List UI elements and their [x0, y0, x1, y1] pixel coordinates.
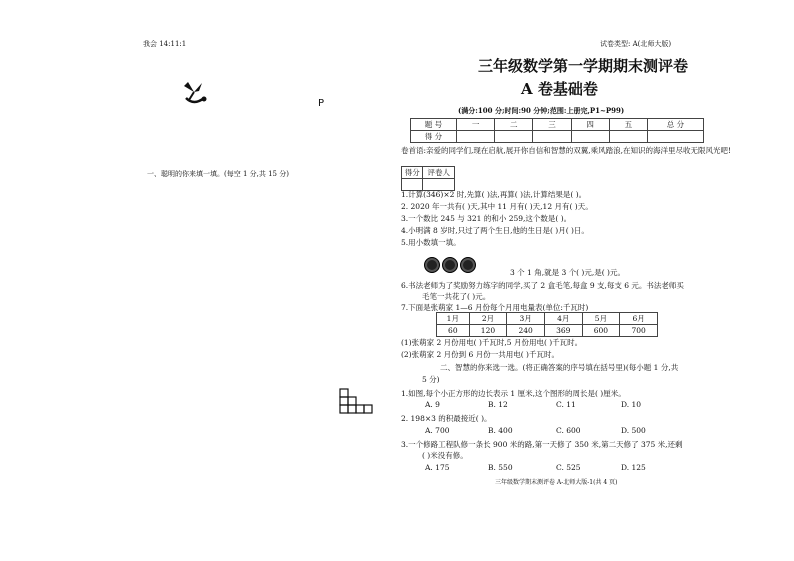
value-cell: 240 — [507, 325, 545, 337]
mc3-option-d: D. 125 — [621, 463, 646, 472]
score-cell: 题 号 — [411, 119, 457, 131]
question-7-1: (1)张萌家 2 月份用电( )千瓦时,5 月份用电( )千瓦时。 — [401, 338, 583, 347]
grader-cell: 评卷人 — [423, 167, 455, 179]
value-cell: 369 — [544, 325, 582, 337]
score-table — [410, 118, 704, 143]
grid-figure — [339, 388, 379, 414]
question-4: 4.小明满 8 岁时,只过了两个生日,他的生日是( )月( )日。 — [401, 226, 589, 235]
mc-question-1: 1.如图,每个小正方形的边长表示 1 厘米,这个图形的周长是( )厘米。 — [401, 389, 626, 398]
month-cell: 6月 — [620, 313, 658, 325]
score-cell: 四 — [571, 119, 609, 131]
mc1-option-c: C. 11 — [556, 400, 576, 409]
question-7: 7.下面是张萌家 1—6 月份每个月用电量表(单位:千瓦时) — [401, 303, 589, 312]
mc2-option-b: B. 400 — [488, 426, 513, 435]
question-6b: 毛笔一共花了( )元。 — [422, 292, 491, 301]
mc1-option-a: A. 9 — [425, 400, 440, 409]
value-cell: 700 — [620, 325, 658, 337]
top-code: 我会 14:11:1 — [143, 40, 187, 48]
month-cell: 5月 — [582, 313, 620, 325]
electricity-table — [436, 312, 658, 337]
score-cell — [495, 131, 533, 143]
score-cell — [648, 131, 704, 143]
score-cell — [533, 131, 571, 143]
mc3-option-b: B. 550 — [488, 463, 513, 472]
question-1: 1.计算(346)×2 时,先算( )法,再算( )法,计算结果是( )。 — [401, 190, 587, 199]
mc1-option-d: D. 10 — [621, 400, 642, 409]
letter-p: P — [318, 98, 325, 109]
month-cell: 4月 — [544, 313, 582, 325]
logo-icon — [180, 80, 210, 106]
score-cell: 一 — [457, 119, 495, 131]
score-cell: 三 — [533, 119, 571, 131]
page-footer: 三年级数学期末测评卷 A-北师大版-1(共 4 页) — [495, 479, 618, 486]
month-cell: 3月 — [507, 313, 545, 325]
grader-table — [401, 166, 455, 191]
month-cell: 1月 — [437, 313, 470, 325]
score-cell — [571, 131, 609, 143]
score-cell: 总 分 — [648, 119, 704, 131]
question-5: 5.用小数填一填。 — [401, 238, 461, 247]
paper-type: 试卷类型: A(北师大版) — [600, 40, 672, 48]
mc2-option-c: C. 600 — [556, 426, 581, 435]
mc2-option-a: A. 700 — [425, 426, 450, 435]
value-cell: 60 — [437, 325, 470, 337]
mc3-option-c: C. 525 — [556, 463, 581, 472]
mc1-option-b: B. 12 — [488, 400, 508, 409]
coins-icon — [424, 257, 478, 277]
mc2-option-d: D. 500 — [621, 426, 646, 435]
section2-title: 二、智慧的你来选一选。(将正确答案的序号填在括号里)(每小题 1 分,共 — [440, 363, 679, 372]
score-cell — [457, 131, 495, 143]
section2-title-cont: 5 分) — [422, 375, 440, 384]
value-cell: 600 — [582, 325, 620, 337]
score-cell: 得 分 — [411, 131, 457, 143]
section1-title: 一、聪明的你来填一填。(每空 1 分,共 15 分) — [147, 170, 289, 178]
mc3-option-a: A. 175 — [425, 463, 450, 472]
intro-text: 卷首语:亲爱的同学们,现在启航,展开你自信和智慧的双翼,乘风踏浪,在知识的海洋里尽收无限风光吧! — [401, 146, 732, 155]
mc-question-3-cont: ( )米没有修。 — [422, 451, 468, 460]
page-title: 三年级数学第一学期期末测评卷 — [478, 57, 689, 75]
coin-question: 3 个 1 角,就是 3 个( )元,是( )元。 — [510, 268, 625, 277]
grader-cell: 得分 — [402, 167, 423, 179]
month-cell: 2月 — [469, 313, 507, 325]
value-cell: 120 — [469, 325, 507, 337]
question-7-2: (2)张萌家 2 月份到 6 月份一共用电( )千瓦时。 — [401, 350, 559, 359]
score-cell: 五 — [609, 119, 647, 131]
score-cell — [609, 131, 647, 143]
question-6a: 6.书法老师为了奖励努力练字的同学,买了 2 盒毛笔,每盒 9 支,每支 6 元。书法老师买 — [401, 281, 684, 290]
question-3: 3.一个数比 245 与 321 的和小 259,这个数是( )。 — [401, 214, 572, 223]
mc-question-2: 2. 198×3 的积最接近( )。 — [401, 414, 492, 423]
mc-question-3: 3.一个修路工程队修一条长 900 米的路,第一天修了 350 米,第二天修了 375 米,还剩 — [401, 440, 683, 449]
exam-info: (满分:100 分;时间:90 分钟;范围:上册完,P1~P99) — [458, 106, 625, 115]
score-cell: 二 — [495, 119, 533, 131]
page-subtitle: A 卷基础卷 — [521, 80, 598, 98]
question-2: 2. 2020 年一共有( )天,其中 11 月有( )天,12 月有( )天。 — [401, 202, 593, 211]
